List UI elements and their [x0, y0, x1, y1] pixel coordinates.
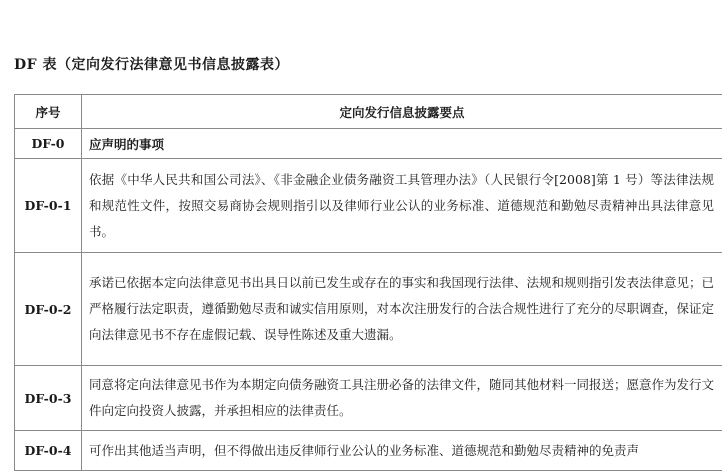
table-row	[15, 366, 722, 431]
row-text: 依据《中华人民共和国公司法》、《非金融企业债务融资工具管理办法》（人民银行令[2008]第 1 号）等法律法规和规范性文件，按照交易商协会规则指引以及律师行业公认的业务标准、道德规范和勤勉尽责精神出具法律意见书。	[82, 159, 722, 253]
table-row	[15, 159, 722, 253]
row-code: DF-0-3	[15, 366, 82, 431]
table-row	[15, 253, 722, 366]
row-text: 应声明的事项	[82, 129, 722, 159]
row-text: 承诺已依据本定向法律意见书出具日以前已发生或存在的事实和我国现行法律、法规和规则指引发表法律意见；已严格履行法定职责，遵循勤勉尽责和诚实信用原则，对本次注册发行的合法合规性进行了充分的尽职调查，保证定向法律意见书不存在虚假记载、误导性陈述及重大遗漏。	[82, 253, 722, 366]
header-seq: 序号	[15, 95, 82, 129]
header-points: 定向发行信息披露要点	[82, 95, 722, 129]
document-title: DF 表（定向发行法律意见书信息披露表）	[14, 54, 289, 74]
disclosure-table	[14, 94, 722, 471]
row-code: DF-0-1	[15, 159, 82, 253]
row-code: DF-0	[15, 129, 82, 159]
table-row	[15, 129, 722, 159]
row-code: DF-0-2	[15, 253, 82, 366]
row-code: DF-0-4	[15, 431, 82, 471]
table-row	[15, 431, 722, 471]
table-header-row	[15, 95, 722, 129]
row-text: 同意将定向法律意见书作为本期定向债务融资工具注册必备的法律文件，随同其他材料一同报送；愿意作为发行文件向定向投资人披露，并承担相应的法律责任。	[82, 366, 722, 431]
row-text: 可作出其他适当声明，但不得做出违反律师行业公认的业务标准、道德规范和勤勉尽责精神的免责声	[82, 431, 722, 471]
